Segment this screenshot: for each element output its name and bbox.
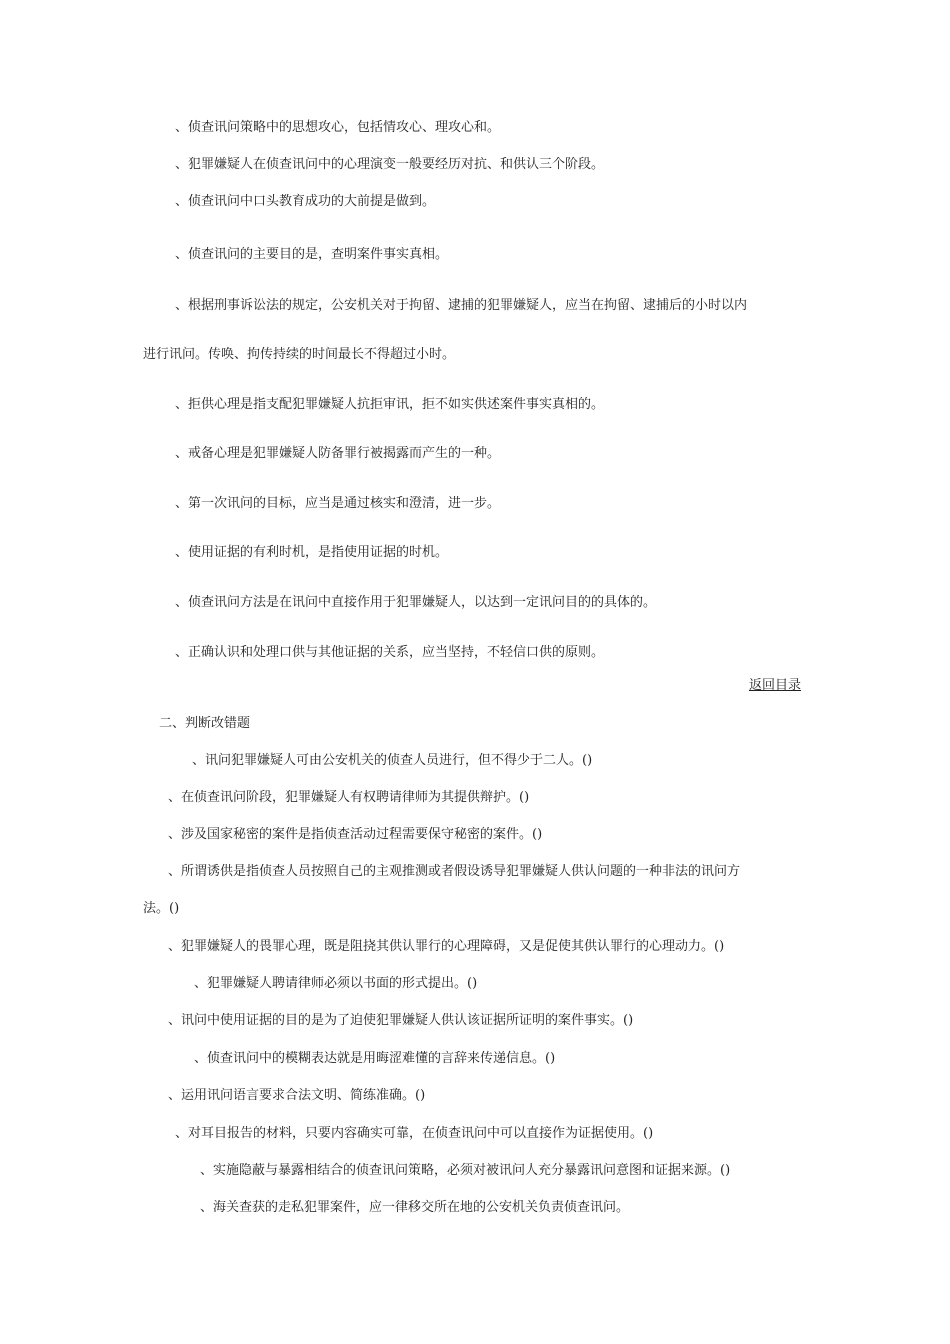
fill-blank-11: 、正确认识和处理口供与其他证据的关系，应当坚持，不轻信口供的原则。: [175, 645, 605, 660]
fill-blank-2: 、犯罪嫌疑人在侦查讯问中的心理演变一般要经历对抗、和供认三个阶段。: [175, 157, 605, 172]
fill-blank-6: 、拒供心理是指支配犯罪嫌疑人抗拒审讯，拒不如实供述案件事实真相的。: [175, 397, 605, 412]
true-false-6: 、犯罪嫌疑人聘请律师必须以书面的形式提出。(): [194, 976, 478, 991]
fill-blank-7: 、戒备心理是犯罪嫌疑人防备罪行被揭露而产生的一种。: [175, 446, 501, 461]
true-false-12: 、海关查获的走私犯罪案件，应一律移交所在地的公安机关负责侦查讯问。: [200, 1200, 630, 1215]
section-title: 二、判断改错题: [159, 716, 251, 731]
fill-blank-3: 、侦查讯问中口头教育成功的大前提是做到。: [175, 194, 436, 209]
true-false-9: 、运用讯问语言要求合法文明、简练准确。(): [168, 1088, 426, 1103]
fill-blank-5: 、根据刑事诉讼法的规定，公安机关对于拘留、逮捕的犯罪嫌疑人，应当在拘留、逮捕后的小时以内: [175, 298, 748, 313]
true-false-7: 、讯问中使用证据的目的是为了迫使犯罪嫌疑人供认该证据所证明的案件事实。(): [168, 1013, 634, 1028]
true-false-11: 、实施隐蔽与暴露相结合的侦查讯问策略，必须对被讯问人充分暴露讯问意图和证据来源。(): [200, 1163, 731, 1178]
true-false-10: 、对耳目报告的材料，只要内容确实可靠，在侦查讯问中可以直接作为证据使用。(): [175, 1126, 654, 1141]
return-to-contents-link[interactable]: 返回目录: [749, 678, 802, 693]
fill-blank-8: 、第一次讯问的目标，应当是通过核实和澄清，进一步。: [175, 496, 501, 511]
fill-blank-9: 、使用证据的有利时机，是指使用证据的时机。: [175, 545, 449, 560]
fill-blank-1: 、侦查讯问策略中的思想攻心，包括情攻心、理攻心和。: [175, 120, 501, 135]
true-false-2: 、在侦查讯问阶段，犯罪嫌疑人有权聘请律师为其提供辩护。(): [168, 790, 530, 805]
true-false-5: 、犯罪嫌疑人的畏罪心理，既是阻挠其供认罪行的心理障碍，又是促使其供认罪行的心理动力。(): [168, 939, 725, 954]
fill-blank-10: 、侦查讯问方法是在讯问中直接作用于犯罪嫌疑人，以达到一定讯问目的的具体的。: [175, 595, 657, 610]
true-false-8: 、侦查讯问中的模糊表达就是用晦涩难懂的言辞来传递信息。(): [194, 1051, 556, 1066]
true-false-3: 、涉及国家秘密的案件是指侦查活动过程需要保守秘密的案件。(): [168, 827, 543, 842]
true-false-4-cont: 法。(): [143, 901, 180, 916]
fill-blank-5-cont: 进行讯问。传唤、拘传持续的时间最长不得超过小时。: [143, 347, 456, 362]
true-false-1: 、讯问犯罪嫌疑人可由公安机关的侦查人员进行，但不得少于二人。(): [192, 753, 593, 768]
fill-blank-4: 、侦查讯问的主要目的是，查明案件事实真相。: [175, 247, 449, 262]
true-false-4: 、所谓诱供是指侦查人员按照自己的主观推测或者假设诱导犯罪嫌疑人供认问题的一种非法的讯问方: [168, 864, 741, 879]
